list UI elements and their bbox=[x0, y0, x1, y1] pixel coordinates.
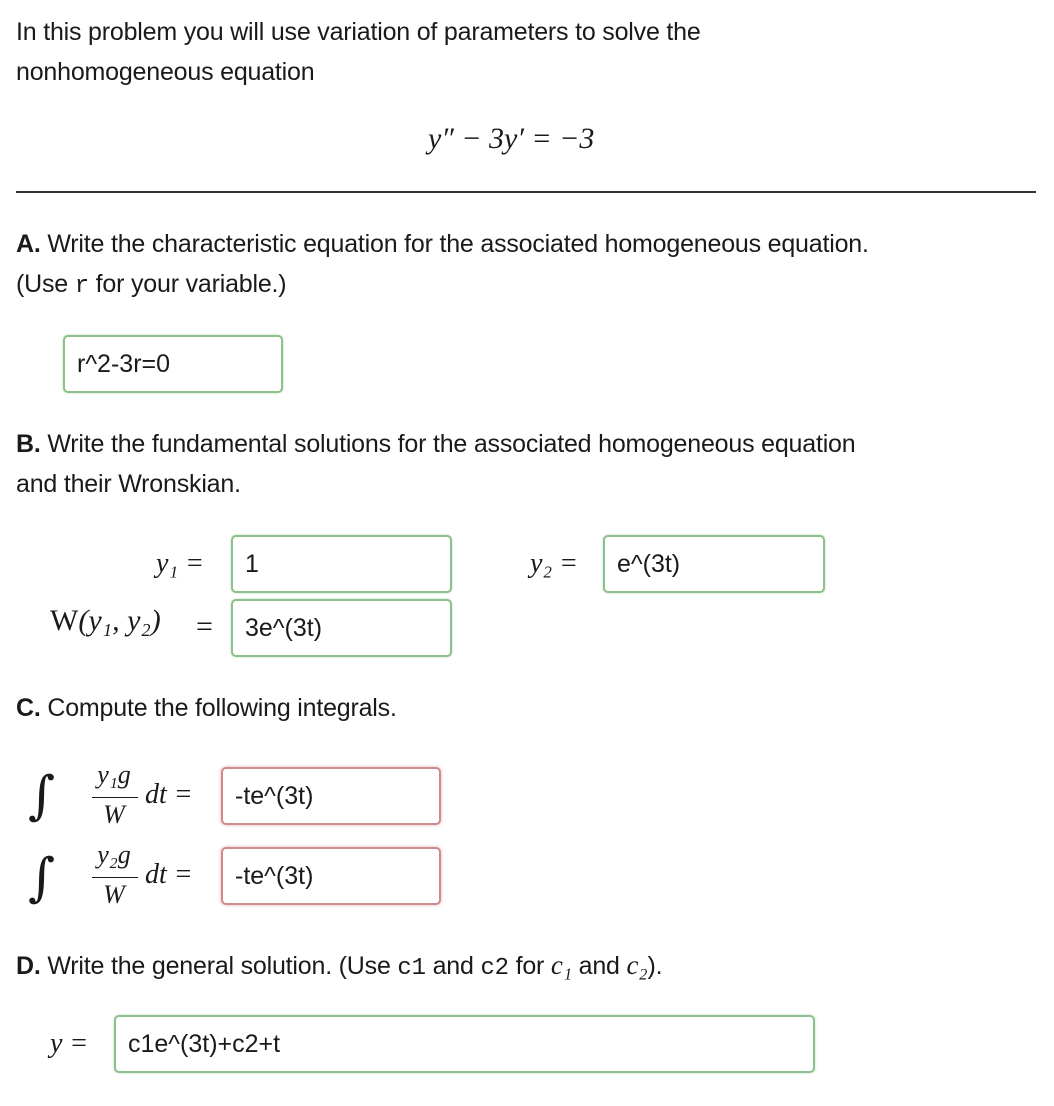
part-b-line-1 bbox=[16, 424, 855, 464]
integral-2-denominator: W bbox=[103, 880, 125, 909]
integral-1-denominator: W bbox=[103, 800, 125, 829]
main-equation: y″ − 3y′ = −3 bbox=[428, 122, 595, 155]
integral-1-dt: dt = bbox=[145, 779, 193, 810]
wronskian-args: (y₁, y₂) bbox=[78, 604, 161, 637]
y1-label: y₁ = bbox=[156, 548, 205, 579]
integral-1-input[interactable]: -te^(3t) bbox=[221, 767, 441, 825]
wronskian-input[interactable]: 3e^(3t) bbox=[231, 599, 452, 657]
part-d-and-2: and bbox=[571, 952, 627, 980]
part-d-c1-math: c₁ bbox=[550, 950, 572, 980]
part-d-label: D. bbox=[16, 952, 41, 980]
integral-1-numerator: y₁g bbox=[97, 760, 131, 789]
part-c-label: C. bbox=[16, 694, 41, 722]
part-a-var: r bbox=[74, 273, 89, 300]
part-d-c1-code: c1 bbox=[397, 955, 426, 982]
part-d-and-1: and bbox=[425, 952, 481, 980]
intro-line-2: nonhomogeneous equation bbox=[16, 58, 315, 86]
integral-2-numerator: y₂g bbox=[97, 840, 131, 869]
part-a-note-post: for your variable.) bbox=[88, 270, 287, 298]
part-b-line-2: and their Wronskian. bbox=[16, 470, 241, 498]
part-b-label: B. bbox=[16, 430, 41, 458]
part-a-line-2 bbox=[16, 264, 286, 307]
y2-input[interactable]: e^(3t) bbox=[603, 535, 825, 593]
intro-line-1: In this problem you will use variation of parameters to solve the bbox=[16, 18, 701, 46]
integral-sign-1: ∫ bbox=[28, 766, 56, 826]
integral-1-fraction-bar bbox=[92, 797, 138, 798]
part-a-instruction: Write the characteristic equation for the associated homogeneous equation. bbox=[47, 230, 869, 258]
integral-2-input[interactable]: -te^(3t) bbox=[221, 847, 441, 905]
divider bbox=[16, 191, 1036, 193]
part-c-instruction: Compute the following integrals. bbox=[47, 694, 397, 722]
part-d-instruction: Write the general solution. (Use bbox=[47, 952, 398, 980]
y2-label: y₂ = bbox=[530, 548, 579, 579]
y1-input[interactable]: 1 bbox=[231, 535, 452, 593]
part-d-c2-math: c₂ bbox=[626, 950, 648, 980]
integral-2-fraction-bar bbox=[92, 877, 138, 878]
integral-2-dt: dt = bbox=[145, 859, 193, 890]
characteristic-equation-input[interactable]: r^2-3r=0 bbox=[63, 335, 283, 393]
part-d-for: for bbox=[508, 952, 551, 980]
part-d-c2-code: c2 bbox=[480, 955, 509, 982]
part-a-label: A. bbox=[16, 230, 41, 258]
part-a-note-pre: (Use bbox=[16, 270, 75, 298]
part-d-line bbox=[16, 945, 662, 989]
wronskian-equals: = bbox=[196, 610, 213, 643]
integral-sign-2: ∫ bbox=[28, 848, 56, 908]
wronskian-w: W bbox=[50, 604, 79, 637]
part-a-line-1 bbox=[16, 224, 869, 264]
general-solution-input[interactable]: c1e^(3t)+c2+t bbox=[114, 1015, 815, 1073]
part-b-instruction: Write the fundamental solutions for the associated homogeneous equation bbox=[47, 430, 856, 458]
general-solution-label: y = bbox=[50, 1028, 89, 1059]
part-d-end: ). bbox=[647, 952, 663, 980]
part-c-line bbox=[16, 688, 397, 728]
wronskian-label bbox=[50, 604, 161, 638]
